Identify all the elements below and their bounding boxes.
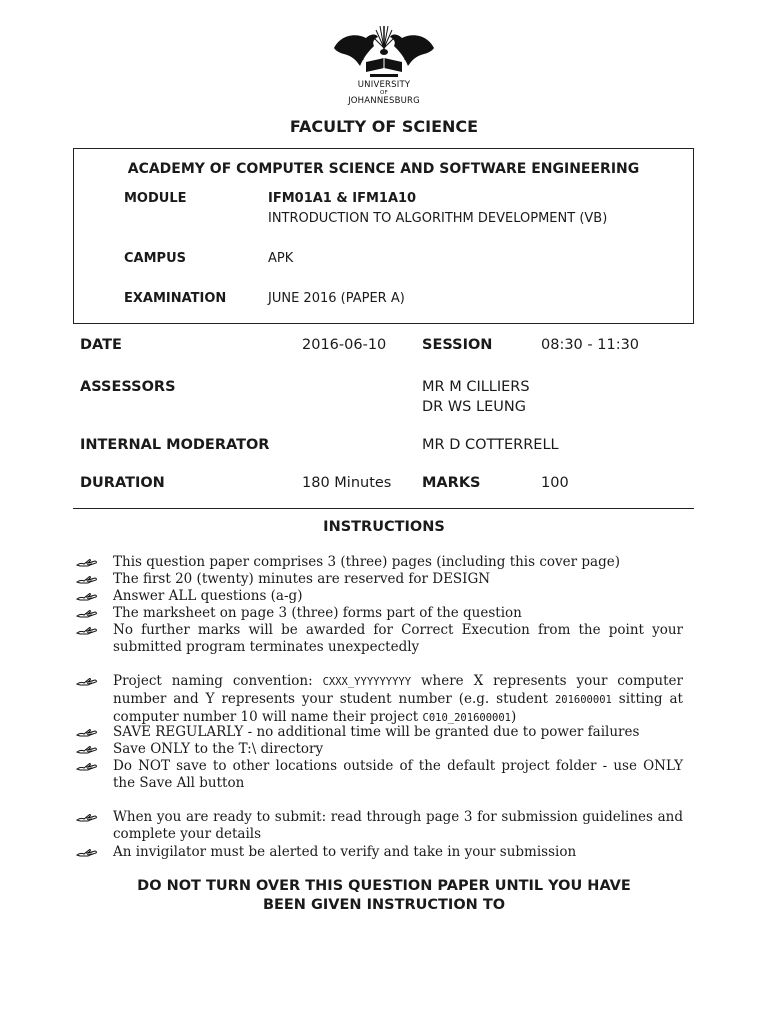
naming-pattern: CXXX_YYYYYYYYY (322, 676, 412, 688)
pointing-hand-icon (76, 574, 98, 584)
module-code: IFM01A1 & IFM1A10 (268, 191, 417, 206)
module-info-box (73, 148, 694, 324)
logo-johannesburg-text: JOHANNESBURG (348, 96, 420, 106)
instruction-item: Do NOT save to other locations outside of the default project folder - use ONLY the Save All button (113, 758, 683, 791)
pointing-hand-icon (76, 727, 98, 737)
moderator-label: INTERNAL MODERATOR (80, 437, 270, 453)
naming-suffix: ) (511, 709, 517, 725)
faculty-title: FACULTY OF SCIENCE (289, 117, 479, 136)
moderator-value: MR D COTTERRELL (422, 437, 559, 453)
naming-example-student: 201600001 (554, 694, 612, 706)
marks-value: 100 (541, 475, 569, 491)
pointing-hand-icon (76, 676, 98, 686)
instructions-title: INSTRUCTIONS (323, 519, 445, 535)
logo-university-text: UNIVERSITY (357, 80, 411, 90)
section-divider (73, 508, 694, 509)
pointing-hand-icon (76, 847, 98, 857)
instruction-item: No further marks will be awarded for Correct Execution from the point your submitted program terminates unexpectedly (113, 622, 683, 655)
final-notice-line-2: BEEN GIVEN INSTRUCTION TO (262, 897, 506, 913)
pointing-hand-icon (76, 812, 98, 822)
naming-middle2: sitting at computer number 10 will name their project (113, 691, 683, 725)
instruction-item: This question paper comprises 3 (three) pages (including this cover page) (113, 554, 620, 570)
naming-example-project: C010_201600001 (422, 712, 512, 724)
examination-label: EXAMINATION (124, 291, 227, 306)
module-name: INTRODUCTION TO ALGORITHM DEVELOPMENT (VB) (268, 211, 608, 226)
instruction-item: Save ONLY to the T:\ directory (113, 741, 324, 757)
marks-label: MARKS (422, 475, 481, 491)
assessors-label: ASSESSORS (80, 379, 176, 395)
pointing-hand-icon (76, 625, 98, 635)
instruction-item: The first 20 (twenty) minutes are reserved for DESIGN (113, 571, 491, 587)
pointing-hand-icon (76, 557, 98, 567)
duration-value: 180 Minutes (302, 475, 392, 491)
assessor-2: DR WS LEUNG (422, 399, 526, 415)
pointing-hand-icon (76, 761, 98, 771)
pointing-hand-icon (76, 744, 98, 754)
logo-of-text: OF (380, 90, 388, 96)
instruction-item: When you are ready to submit: read through page 3 for submission guidelines and complete your details (113, 809, 683, 842)
pointing-hand-icon (76, 591, 98, 601)
instruction-item: SAVE REGULARLY - no additional time will be granted due to power failures (113, 724, 640, 740)
module-label: MODULE (124, 191, 187, 206)
date-label: DATE (80, 337, 122, 353)
instruction-item-naming (113, 673, 683, 727)
uj-crest-icon (330, 20, 438, 80)
naming-prefix: Project naming convention: (113, 673, 323, 689)
academy-heading: ACADEMY OF COMPUTER SCIENCE AND SOFTWARE ENGINEERING (127, 161, 640, 177)
campus-label: CAMPUS (124, 251, 186, 266)
date-value: 2016-06-10 (302, 337, 387, 353)
university-logo (330, 20, 438, 108)
session-value: 08:30 - 11:30 (541, 337, 640, 353)
instruction-item: An invigilator must be alerted to verify and take in your submission (113, 844, 577, 860)
assessor-1: MR M CILLIERS (422, 379, 530, 395)
instruction-item: The marksheet on page 3 (three) forms part of the question (113, 605, 522, 621)
naming-middle: where X represents your computer number and Y represents your student number (e.g. student (113, 673, 683, 707)
pointing-hand-icon (76, 608, 98, 618)
instruction-item: Answer ALL questions (a-g) (113, 588, 303, 604)
session-label: SESSION (422, 337, 493, 353)
campus-value: APK (268, 251, 294, 266)
final-notice-line-1: DO NOT TURN OVER THIS QUESTION PAPER UNTIL YOU HAVE (137, 878, 631, 894)
duration-label: DURATION (80, 475, 165, 491)
examination-value: JUNE 2016 (PAPER A) (268, 291, 405, 306)
